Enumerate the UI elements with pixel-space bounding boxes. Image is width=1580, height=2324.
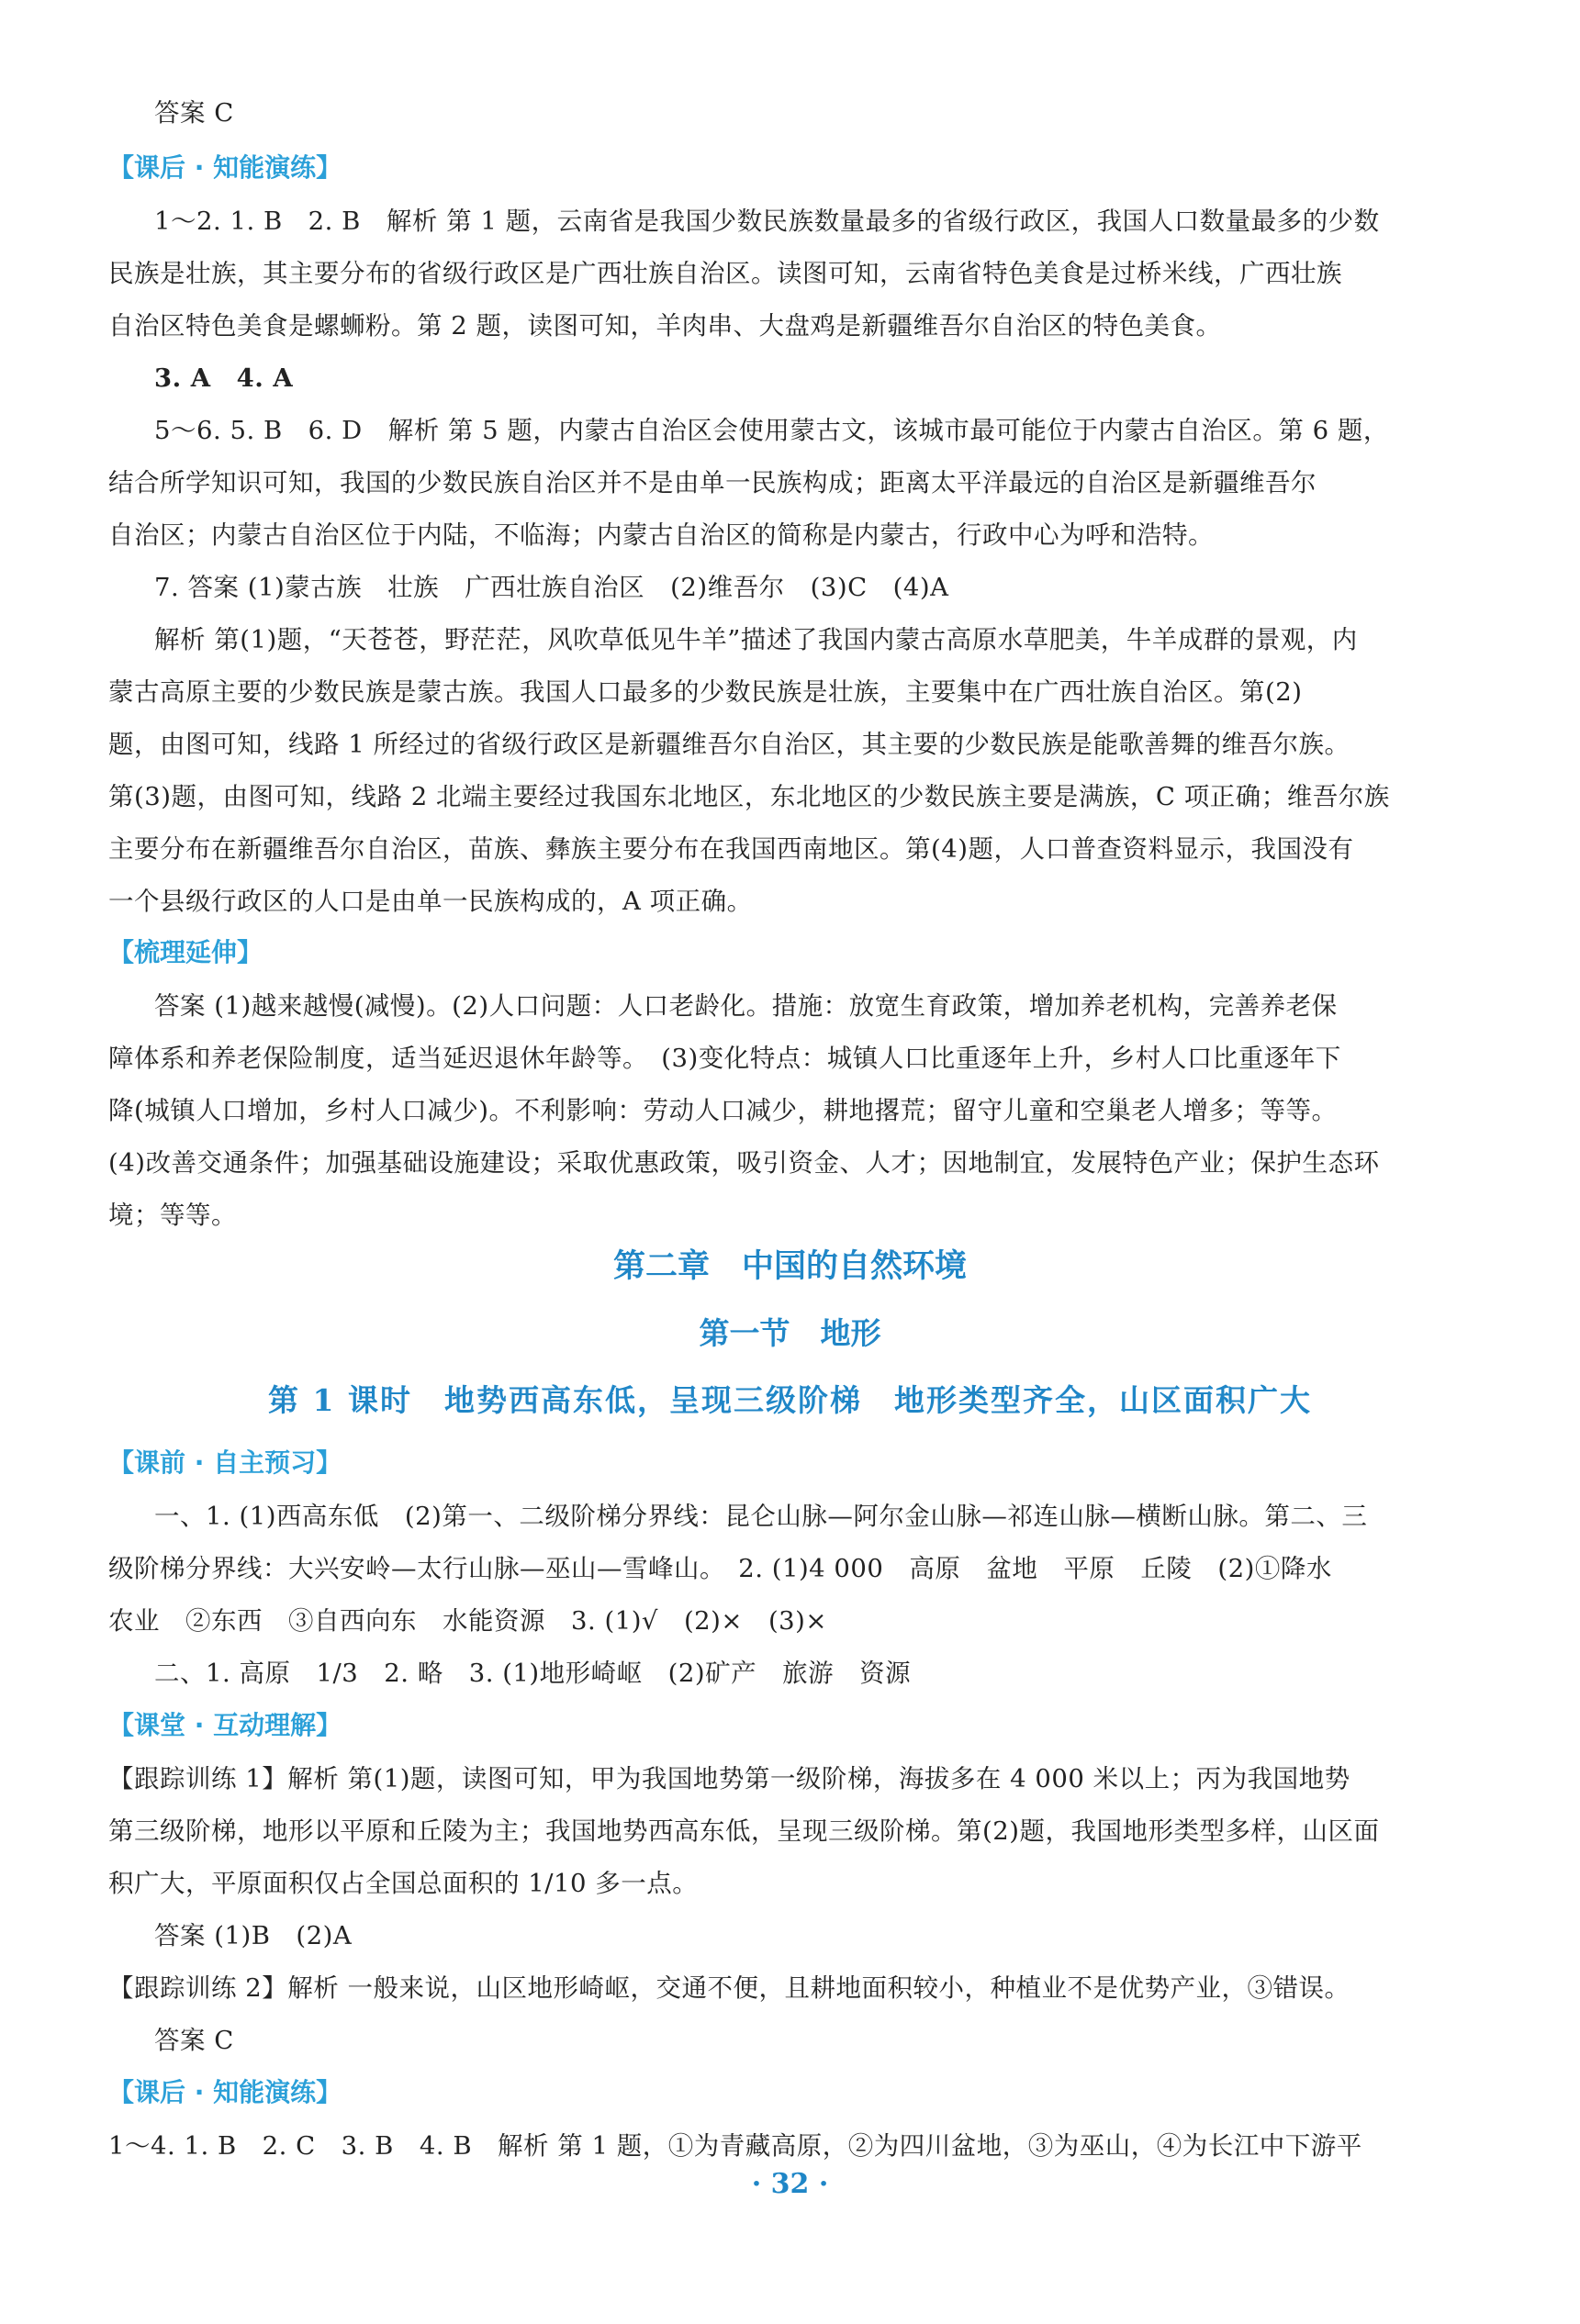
lesson-title: 第 1 课时 地势西高东低，呈现三级阶梯 地形类型齐全，山区面积广大 [268,1382,1312,1418]
text-line: 级阶梯分界线：大兴安岭—太行山脉—巫山—雪峰山。 2. (1)4 000 高原 盆地 平原 丘陵 (2)①降水 [108,1554,1332,1583]
section-label-keqian: 【课前 · 自主预习】 [108,1447,342,1478]
text-line: (4)改善交通条件；加强基础设施建设；采取优惠政策，吸引资金、人才；因地制宜，发展特色产业；保护生态环 [108,1148,1380,1178]
text-line: 蒙古高原主要的少数民族是蒙古族。我国人口最多的少数民族是壮族，主要集中在广西壮族自治区。第(2) [108,677,1303,707]
section-label-ketang: 【课堂 · 互动理解】 [108,1710,342,1740]
text-line: 7. 答案 (1)蒙古族 壮族 广西壮族自治区 (2)维吾尔 (3)C (4)A [154,573,949,602]
answer-line: 答案 (1)B (2)A [154,1921,353,1950]
text-line: 自治区；内蒙古自治区位于内陆，不临海；内蒙古自治区的简称是内蒙古，行政中心为呼和浩特。 [108,520,1214,550]
text-line: 5～6. 5. B 6. D 解析 第 5 题，内蒙古自治区会使用蒙古文，该城市最可能位于内蒙古自治区。第 6 题， [154,416,1389,445]
text-line: 第三级阶梯，地形以平原和丘陵为主；我国地势西高东低，呈现三级阶梯。第(2)题，我国地形类型多样，山区面 [108,1816,1380,1846]
text-line: 【跟踪训练 2】解析 一般来说，山区地形崎岖，交通不便，且耕地面积较小，种植业不是优势产业，③错误。 [108,1973,1350,2003]
text-line: 境；等等。 [108,1201,237,1230]
text-line: 解析 第(1)题，“天苍苍，野茫茫，风吹草低见牛羊”描述了我国内蒙古高原水草肥美，牛羊成群的景观，内 [154,625,1358,654]
text-line: 二、1. 高原 1/3 2. 略 3. (1)地形崎岖 (2)矿产 旅游 资源 [154,1659,912,1688]
text-line: 一个县级行政区的人口是由单一民族构成的，A 项正确。 [108,887,753,916]
text-line: 障体系和养老保险制度，适当延迟退休年龄等。 (3)变化特点：城镇人口比重逐年上升，乡村人口比重逐年下 [108,1044,1341,1073]
text-line: 1～2. 1. B 2. B 解析 第 1 题，云南省是我国少数民族数量最多的省级行政区，我国人口数量最多的少数 [154,207,1380,236]
text-line: 3. A 4. A [154,363,294,393]
answer-line: 答案 C [154,98,234,128]
text-line: 结合所学知识可知，我国的少数民族自治区并不是由单一民族构成；距离太平洋最远的自治区是新疆维吾尔 [108,468,1317,497]
text-line: 自治区特色美食是螺蛳粉。第 2 题，读图可知，羊肉串、大盘鸡是新疆维吾尔自治区的特色美食。 [108,311,1222,341]
answer-line: 答案 C [154,2026,234,2055]
text-line: 第(3)题，由图可知，线路 2 北端主要经过我国东北地区，东北地区的少数民族主要是满族，C 项正确；维吾尔族 [108,782,1390,811]
text-line: 一、1. (1)西高东低 (2)第一、二级阶梯分界线：昆仑山脉—阿尔金山脉—祁连山脉—横断山脉。第二、三 [154,1502,1368,1531]
text-line: 1～4. 1. B 2. C 3. B 4. B 解析 第 1 题，①为青藏高原，②为四川盆地，③为巫山，④为长江中下游平 [108,2131,1362,2161]
text-line: 民族是壮族，其主要分布的省级行政区是广西壮族自治区。读图可知，云南省特色美食是过桥米线，广西壮族 [108,259,1342,288]
section-title: 第一节 地形 [699,1315,881,1351]
text-line: 主要分布在新疆维吾尔自治区，苗族、彝族主要分布在我国西南地区。第(4)题，人口普查资料显示，我国没有 [108,834,1354,864]
text-line: 积广大，平原面积仅占全国总面积的 1/10 多一点。 [108,1869,699,1898]
page-number: · 32 · [751,2168,829,2200]
text-line: 【跟踪训练 1】解析 第(1)题，读图可知，甲为我国地势第一级阶梯，海拔多在 4 000 米以上；丙为我国地势 [108,1764,1350,1793]
section-label-kehou: 【课后 · 知能演练】 [108,2077,342,2107]
text-line: 降(城镇人口增加，乡村人口减少)。不利影响：劳动人口减少，耕地撂荒；留守儿童和空巢老人增多；等等。 [108,1096,1338,1125]
section-label-shuli: 【梳理延伸】 [108,937,263,967]
section-label-kehou: 【课后 · 知能演练】 [108,152,342,183]
chapter-title: 第二章 中国的自然环境 [612,1248,967,1285]
text-line: 题，由图可知，线路 1 所经过的省级行政区是新疆维吾尔自治区，其主要的少数民族是能歌善舞的维吾尔族。 [108,730,1350,759]
text-line: 答案 (1)越来越慢(减慢)。(2)人口问题：人口老龄化。措施：放宽生育政策，增加养老机构，完善养老保 [154,991,1338,1021]
text-line: 农业 ②东西 ③自西向东 水能资源 3. (1)√ (2)× (3)× [108,1606,827,1636]
